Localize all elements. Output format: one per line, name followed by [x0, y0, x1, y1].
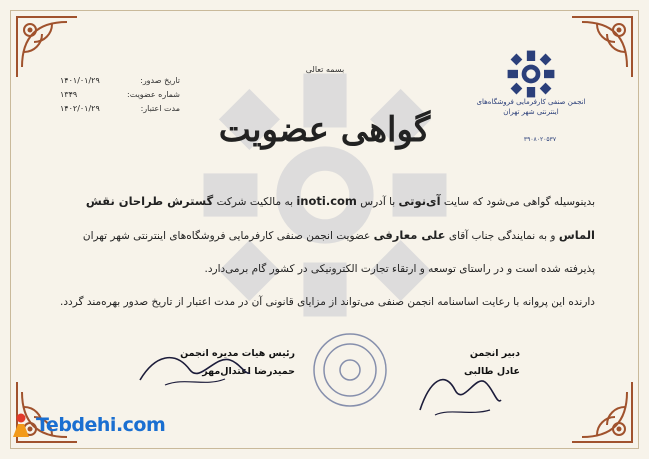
secretary-title: دبیر انجمن — [469, 348, 520, 359]
corner-ornament-bottom-right — [567, 377, 637, 447]
membership-no-row — [60, 88, 180, 102]
issue-date-row — [60, 74, 180, 88]
certificate-body — [55, 185, 595, 319]
brand-watermark — [10, 405, 165, 445]
body-line4: دارنده این پروانه با رعایت اساسنامه انجمن صنفی می‌تواند از مزایای قانونی آن در مدت اعتبار از تاریخ صدور بهره‌مند گردد. — [60, 296, 595, 308]
chairman-title: رئیس هیات مدیره انجمن — [180, 348, 295, 359]
certificate-title: گواهی عضویت — [218, 110, 431, 150]
association-logo-icon — [505, 48, 557, 100]
brand-person-icon — [10, 412, 32, 438]
chairman-name: حمیدرضا اعتدال‌مهر — [202, 366, 295, 377]
bismillah-heading: بسمه تعالی — [305, 65, 345, 74]
validity-label: مدت اعتبار: — [140, 104, 180, 113]
body-line1-mid: با آدرس — [360, 196, 396, 208]
membership-no-value: ۱۳۴۹ — [60, 90, 78, 99]
brand-text: Tebdehi.com — [36, 414, 166, 436]
representative-name: علی معارفی — [373, 228, 446, 242]
chairman-signature-icon — [135, 335, 255, 395]
corner-ornament-top-right — [567, 12, 637, 82]
official-stamp-icon — [310, 330, 390, 410]
corner-ornament-top-left — [12, 12, 82, 82]
issue-date-label: تاریخ صدور: — [140, 76, 180, 85]
body-line1-pre: بدینوسیله گواهی می‌شود که سایت — [443, 196, 595, 208]
body-line2-pre: و به نمایندگی جناب آقای — [448, 230, 556, 242]
secretary-signature-icon — [415, 360, 505, 420]
site-address: inoti.com — [296, 194, 357, 208]
association-code: ۳۹۰۸۰۲۰۵۳۷ — [523, 136, 557, 143]
issue-date-value: ۱۴۰۱/۰۱/۲۹ — [60, 76, 100, 85]
body-line1-post: به مالکیت شرکت — [216, 196, 294, 208]
membership-no-label: شماره عضویت: — [127, 90, 180, 99]
site-name: آی‌نوتی — [398, 194, 441, 208]
secretary-name: عادل طالبی — [463, 366, 520, 377]
company-name: گسترش طراحان نقش الماس — [85, 194, 595, 242]
validity-value: ۱۴۰۲/۰۱/۲۹ — [60, 104, 100, 113]
body-line2-post: عضویت انجمن صنفی کارفرمایی فروشگاه‌های اینترنتی شهر تهران پذیرفته شده است و در راستای توسعه و ارتقاء تجارت الکترونیکی در کشور گام برمی‌دارد. — [82, 230, 595, 275]
association-name: انجمن صنفی کارفرمایی فروشگاه‌های اینترنتی شهر تهران — [476, 98, 586, 116]
